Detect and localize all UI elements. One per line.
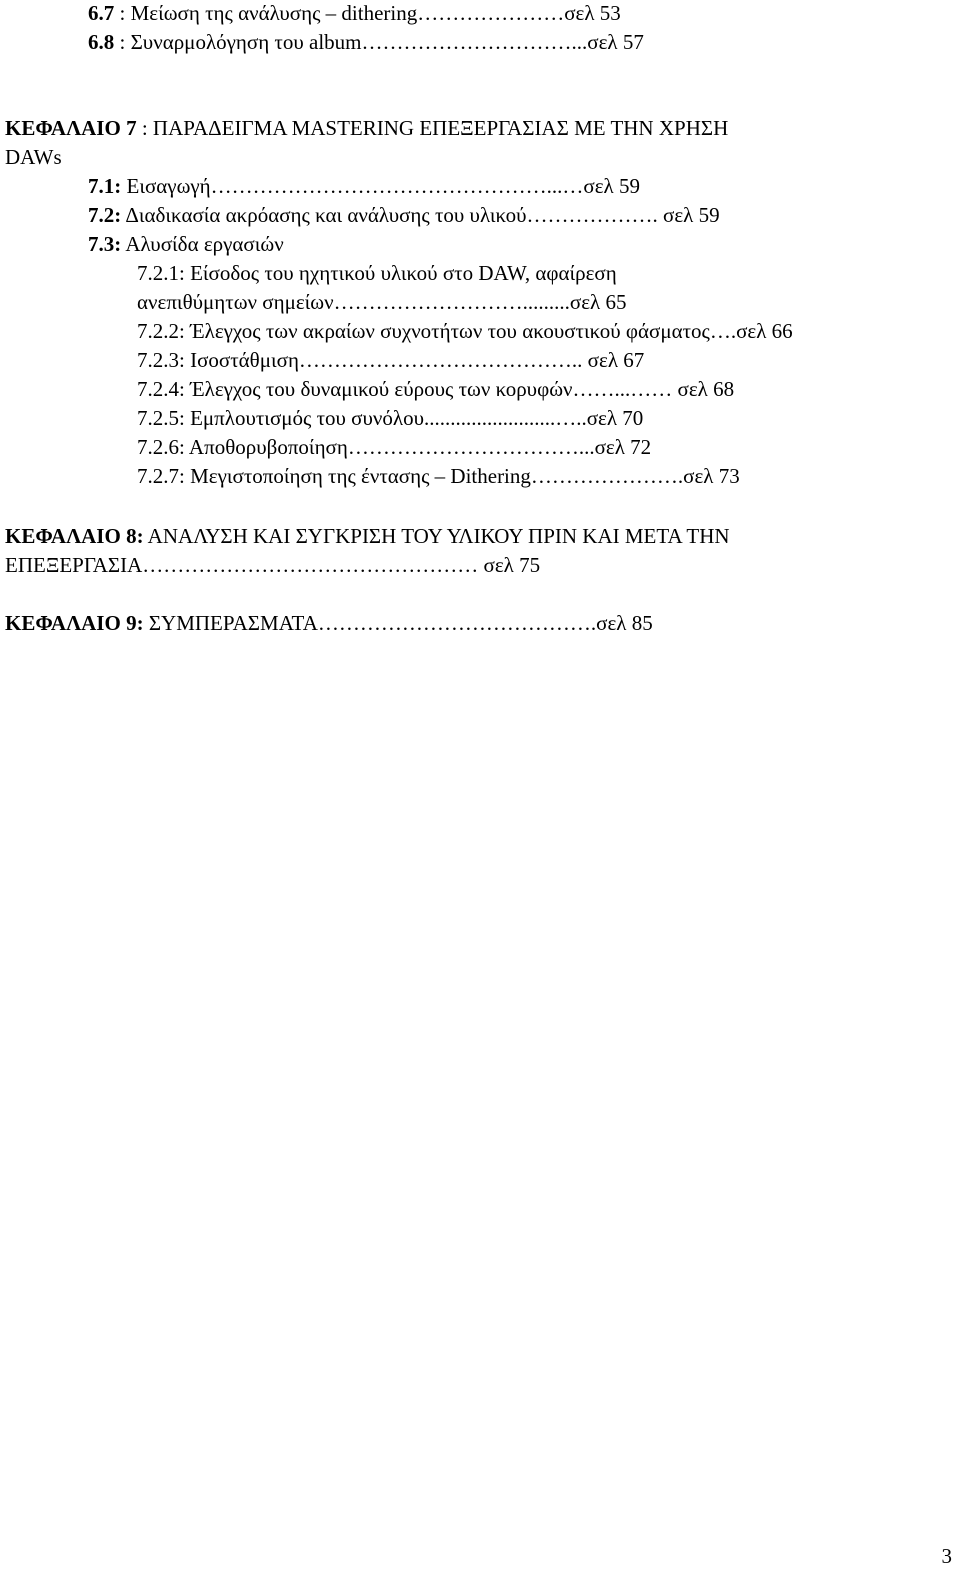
page-number: 3 [941, 1544, 952, 1568]
chapter-8-heading-cont [5, 555, 540, 576]
toc-text: Διαδικασία ακρόασης και ανάλυσης του υλικού………………. σελ 59 [121, 203, 720, 227]
toc-text: ανεπιθύμητων σημείων……………………….........σελ 65 [137, 290, 627, 314]
toc-line-6-7 [88, 3, 621, 24]
chapter-title-cont: DAWs [5, 145, 62, 169]
chapter-title: : ΠΑΡΑΔΕΙΓΜΑ MASTERING ΕΠΕΞΕΡΓΑΣΙΑΣ ΜΕ ΤΗΝ ΧΡΗΣΗ [136, 116, 729, 140]
toc-line-7-2-2 [137, 321, 793, 342]
toc-text: Εισαγωγή…………………………………………...…σελ 59 [121, 174, 640, 198]
toc-line-7-2-1-cont [137, 292, 626, 313]
toc-line-7-1 [88, 176, 640, 197]
chapter-number: ΚΕΦΑΛΑΙΟ 7 [5, 116, 137, 140]
toc-line-7-2 [88, 205, 720, 226]
toc-text: : Μείωση της ανάλυσης – dithering…………………σελ 53 [114, 1, 621, 25]
toc-line-6-8 [88, 32, 644, 53]
toc-text: 7.2.4: Έλεγχος του δυναμικού εύρους των κορυφών……...…… σελ 68 [137, 377, 735, 401]
toc-text: 7.2.7: Μεγιστοποίηση της έντασης – Dithering………………….σελ 73 [137, 464, 740, 488]
section-number: 7.3: [88, 232, 122, 256]
chapter-number: ΚΕΦΑΛΑΙΟ 8: [5, 524, 144, 548]
toc-line-7-2-5 [137, 408, 643, 429]
toc-text: Αλυσίδα εργασιών [121, 232, 284, 256]
chapter-number: ΚΕΦΑΛΑΙΟ 9: [5, 611, 144, 635]
toc-line-7-2-7 [137, 466, 740, 487]
chapter-8-heading [5, 526, 730, 547]
section-number: 7.2: [88, 203, 122, 227]
chapter-7-heading-cont [5, 147, 62, 168]
toc-line-7-2-1 [137, 263, 617, 284]
chapter-9-heading [5, 613, 653, 634]
chapter-title: ΣΥΜΠΕΡΑΣΜΑΤΑ………………………………….σελ 85 [143, 611, 653, 635]
chapter-title-cont: ΕΠΕΞΕΡΓΑΣΙΑ………………………………………… σελ 75 [5, 553, 541, 577]
section-number: 6.8 [88, 30, 115, 54]
toc-line-7-2-3 [137, 350, 644, 371]
toc-text: 7.2.6: Αποθορυβοποίηση……………………………...σελ 72 [137, 435, 652, 459]
toc-text: 7.2.5: Εμπλουτισμός του συνόλου.........................…..σελ 70 [137, 406, 644, 430]
toc-line-7-3 [88, 234, 284, 255]
toc-line-7-2-6 [137, 437, 651, 458]
section-number: 6.7 [88, 1, 115, 25]
toc-text: : Συναρμολόγηση του album…………………………...σελ 57 [114, 30, 644, 54]
chapter-7-heading [5, 118, 728, 139]
chapter-title: ΑΝΑΛΥΣΗ ΚΑΙ ΣΥΓΚΡΙΣΗ ΤΟΥ ΥΛΙΚΟΥ ΠΡΙΝ ΚΑΙ ΜΕΤΑ ΤΗΝ [143, 524, 730, 548]
section-number: 7.1: [88, 174, 122, 198]
toc-text: 7.2.3: Ισοστάθμιση………………………………….. σελ 67 [137, 348, 645, 372]
toc-text: 7.2.2: Έλεγχος των ακραίων συχνοτήτων του ακουστικού φάσματος….σελ 66 [137, 319, 793, 343]
toc-text: 7.2.1: Είσοδος του ηχητικού υλικού στο DAW, αφαίρεση [137, 261, 617, 285]
toc-line-7-2-4 [137, 379, 734, 400]
